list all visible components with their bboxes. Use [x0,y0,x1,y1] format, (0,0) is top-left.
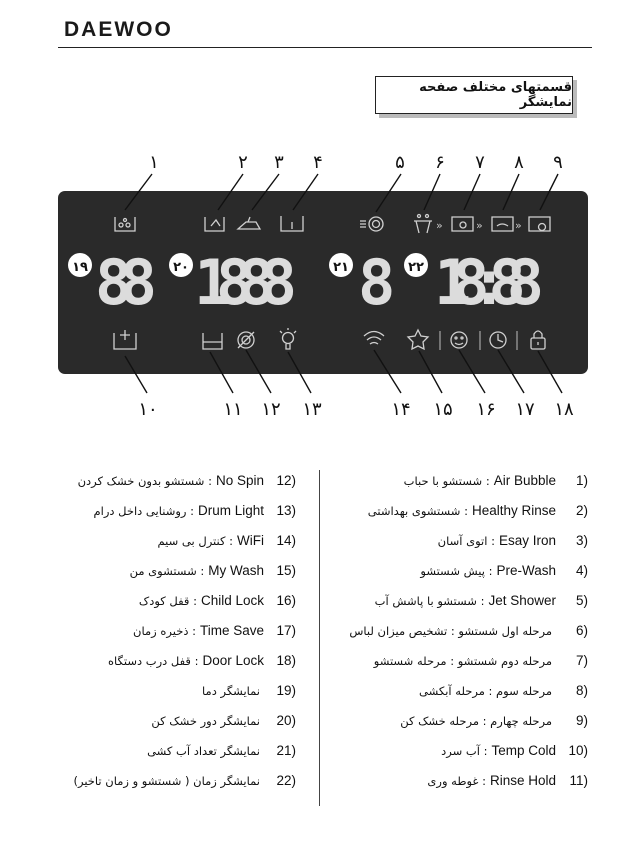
callout-3: ۳ [274,152,284,173]
legend-item: نمایشگر تعداد آب کشی 21) [147,743,296,758]
legend-right-column [330,466,588,796]
legend-item: : روشنایی داخل درام Drum Light 13) [93,503,296,518]
arrow-chevron-icon: » [476,219,483,232]
callout-11: ۱۱ [223,399,243,420]
arrow-chevron-icon: » [515,219,522,232]
callout-13: ۱۳ [302,399,322,420]
legend-item: : ذخیره زمان Time Save 17) [133,623,296,638]
legend-item: : شستشوی من My Wash 15) [129,563,296,578]
legend-divider [319,470,320,806]
section-title: قسمتهای مختلف صفحه نمایشگر [375,76,573,114]
legend-item: مرحله سوم : مرحله آبکشی 8) [419,683,588,698]
callout-14: ۱۴ [391,399,411,420]
legend-item: : غوطه وری Rinse Hold 11) [427,773,588,788]
badge-22 [404,253,428,277]
badge-20 [169,253,193,277]
daewoo-logo: DAEWOO [64,18,173,41]
badge-21 [329,253,353,277]
legend-item: : آب سرد Temp Cold 10) [441,743,588,758]
legend-item: : شستشو بدون خشک کردن No Spin 12) [77,473,296,488]
callout-2: ۲ [238,152,248,173]
legend-item: مرحله چهارم : مرحله خشک کن 9) [400,713,588,728]
legend-item: : قفل کودک Child Lock 16) [138,593,296,608]
svg-text:۲۲: ۲۲ [408,260,424,275]
svg-text:۱۹: ۱۹ [72,260,88,275]
badge-19 [68,253,92,277]
callout-6: ۶ [435,152,445,173]
callout-4: ۴ [313,152,323,173]
svg-text:۲۱: ۲۱ [333,260,349,275]
legend-item: : اتوی آسان Esay Iron 3) [437,533,588,548]
display-panel-diagram [0,140,632,430]
callout-5: ۵ [395,152,405,173]
legend-item: : قفل درب دستگاه Door Lock 18) [107,653,296,668]
callout-17: ۱۷ [515,399,535,420]
legend-item: : کنترل بی سیم WiFi 14) [157,533,296,548]
callout-9: ۹ [553,152,563,173]
callout-18: ۱۸ [554,399,574,420]
callout-8: ۸ [514,152,524,173]
legend-item: : پیش شستشو Pre-Wash 4) [420,563,588,578]
legend-item: : شستشوی بهداشتی Healthy Rinse 2) [367,503,588,518]
callout-10: ۱۰ [138,399,158,420]
legend-item: : شستشو با پاشش آب Jet Shower 5) [374,593,588,608]
spin-digits: 1888 [194,246,297,319]
temp-digits: 88 [95,246,157,319]
callout-7: ۷ [475,152,485,173]
legend-item: مرحله دوم شستشو : مرحله شستشو 7) [373,653,588,668]
arrow-chevron-icon: » [436,219,443,232]
callout-15: ۱۵ [433,399,453,420]
legend-item: : شستشو با حباب Air Bubble 1) [403,473,588,488]
time-digits: 18:88 [434,246,544,319]
legend-item: مرحله اول شستشو : تشخیص میزان لباس 6) [349,623,588,638]
callout-16: ۱۶ [476,399,496,420]
callout-1: ۱ [149,152,159,173]
callout-12: ۱۲ [261,399,281,420]
svg-text:۲۰: ۲۰ [173,260,189,275]
legend-item: نمایشگر دما 19) [202,683,296,698]
legend-item: نمایشگر زمان ( شستشو و زمان تاخیر) 22) [73,773,296,788]
legend-left-column [40,466,296,796]
rinse-digits: 8 [358,246,396,319]
legend-item: نمایشگر دور خشک کن 20) [151,713,296,728]
header-rule [58,47,592,48]
